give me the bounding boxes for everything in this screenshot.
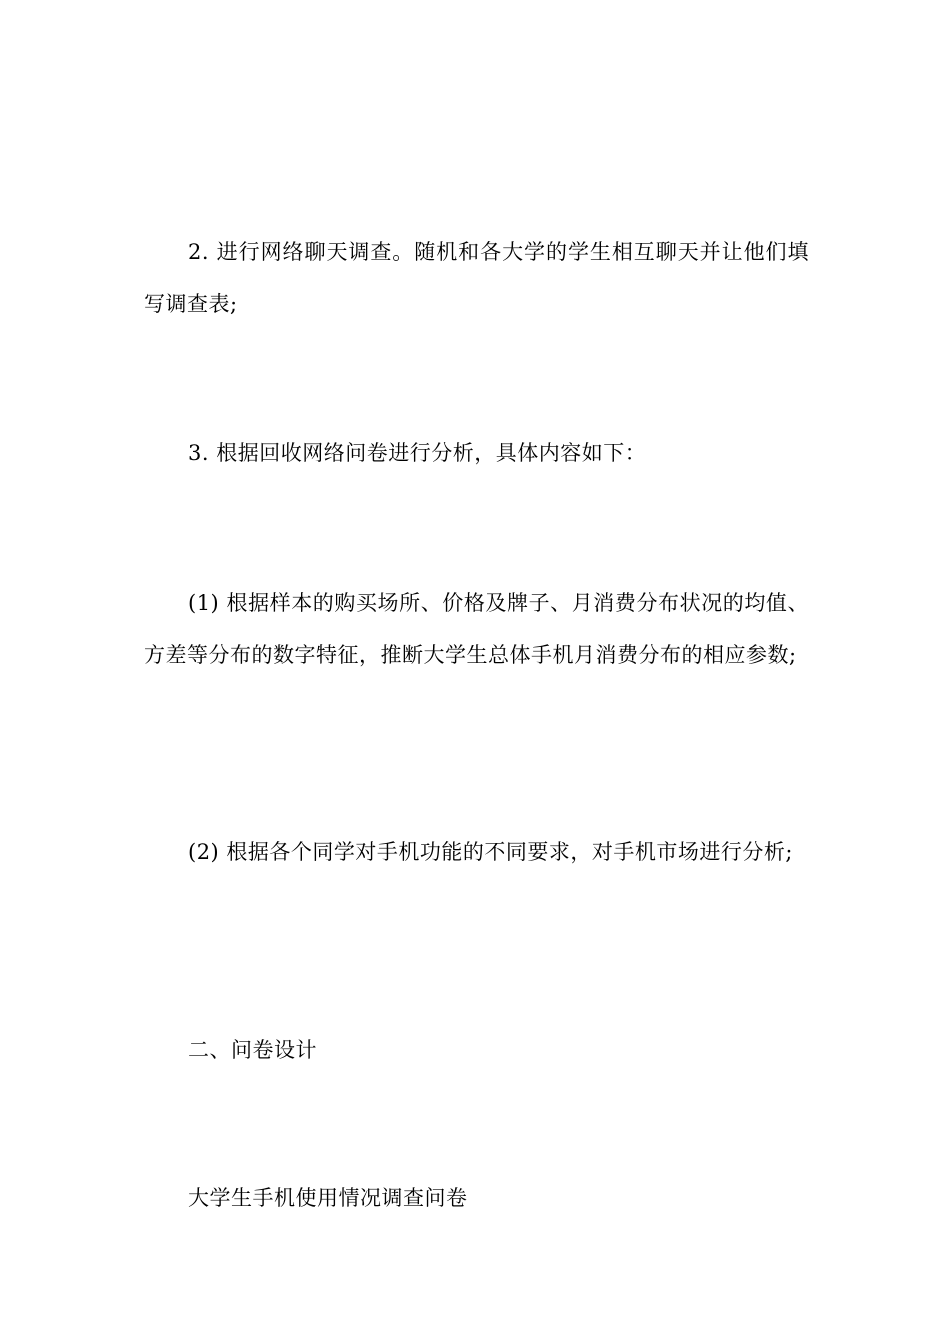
section-heading-questionnaire-design: 二、问卷设计 [188, 1038, 317, 1062]
paragraph-analysis-intro: 3. 根据回收网络问卷进行分析，具体内容如下： [188, 441, 647, 465]
questionnaire-title: 大学生手机使用情况调查问卷 [188, 1186, 468, 1210]
paragraph-analysis-item-1: (1) 根据样本的购买场所、价格及牌子、月消费分布状况的均值、方差等分布的数字特征，推断大学生总体手机月消费分布的相应参数; [144, 591, 809, 667]
paragraph-network-chat-survey: 2. 进行网络聊天调查。随机和各大学的学生相互聊天并让他们填写调查表; [144, 240, 809, 316]
paragraph-analysis-item-2: (2) 根据各个同学对手机功能的不同要求，对手机市场进行分析; [188, 840, 793, 864]
